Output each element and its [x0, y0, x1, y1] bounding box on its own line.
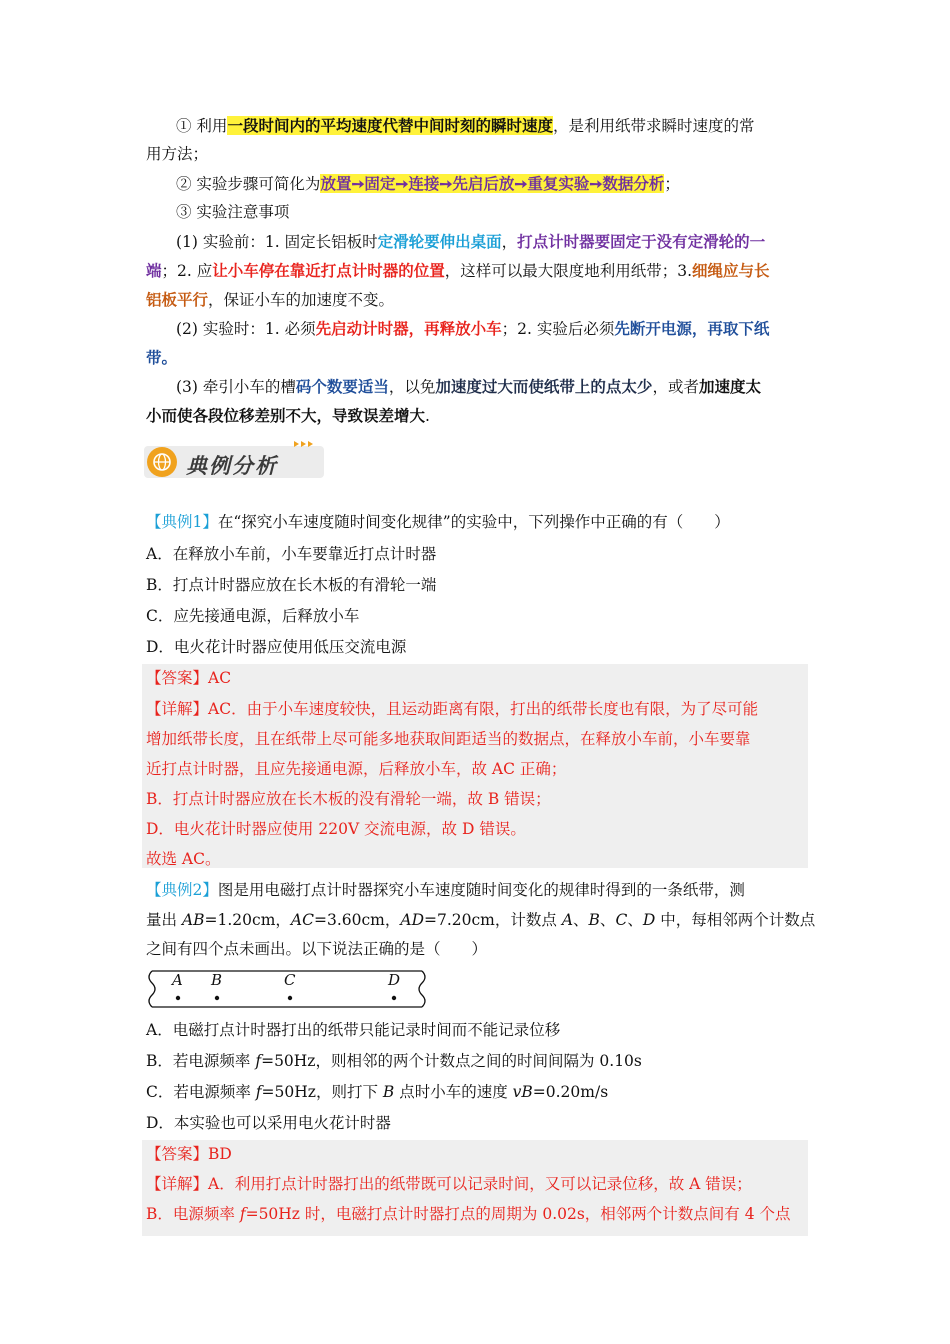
- text: ，这样可以最大限度地利用纸带；3.: [444, 262, 693, 280]
- answer-label: 【答案】: [146, 669, 209, 687]
- var: B: [588, 911, 600, 929]
- highlight-text: 一段时间内的平均速度代替中间时刻的瞬时速度: [227, 116, 553, 135]
- text: B．电源频率: [146, 1205, 240, 1223]
- detail-line-4: B．打点计时器应放在长木板的没有滑轮一端，故 B 错误；: [146, 790, 551, 808]
- banner-title: 典例分析: [186, 454, 278, 478]
- tape-dot: [288, 996, 292, 1000]
- option-c: [146, 1078, 806, 1107]
- detail-line-5: D．电火花计时器应使用 220V 交流电源，故 D 错误。: [146, 820, 526, 838]
- detail-line-3: 近打点计时器，且应先接通电源，后释放小车，故 AC 正确；: [146, 760, 567, 778]
- detail-line-1: [146, 1170, 806, 1199]
- emphasis: 带。: [146, 348, 178, 367]
- detail-line-1: [146, 695, 806, 724]
- var: AD: [400, 911, 424, 929]
- tape-label-c: C: [284, 971, 296, 989]
- text: =0.20m/s: [532, 1083, 609, 1101]
- note-line-8: [146, 343, 806, 373]
- highlight-text: 放置➙固定➙连接➙先启后放➙重复实验➙数据分析: [320, 174, 665, 193]
- text: (2) 实验时：1. 必须: [176, 320, 316, 338]
- emphasis: 细绳应与长: [692, 261, 770, 280]
- text: 中，每相邻两个计数点: [655, 911, 816, 929]
- tape-label-a: A: [172, 971, 183, 989]
- answer-value: BD: [208, 1145, 232, 1163]
- text: ；2. 实验后必须: [501, 320, 615, 338]
- emphasis: 加速度过大而使纸带上的点太少: [435, 377, 653, 396]
- paper-tape-figure: [146, 968, 432, 1010]
- emphasis: 铝板平行: [146, 290, 209, 309]
- detail-label: 【详解】: [146, 700, 209, 718]
- text: ① 利用: [176, 117, 228, 135]
- detail-line-6: 故选 AC。: [146, 850, 221, 868]
- text: ，或者: [652, 378, 699, 396]
- option-a: A．电磁打点计时器打出的纸带只能记录时间而不能记录位移: [146, 1021, 561, 1039]
- text: =7.20cm，计数点: [424, 911, 562, 929]
- option-d: D．本实验也可以采用电火花计时器: [146, 1114, 391, 1132]
- tape-label-d: D: [388, 971, 401, 989]
- text: ，是利用纸带求瞬时速度的常: [552, 117, 755, 135]
- text: ，: [501, 233, 518, 251]
- var: f: [255, 1083, 262, 1101]
- text: 图是用电磁打点计时器探究小车速度随时间变化的规律时得到的一条纸带，测: [217, 881, 745, 899]
- example-tag: 【典例2】: [146, 881, 218, 899]
- example-2-question-line-2: [146, 906, 816, 935]
- answer-line: [146, 664, 806, 693]
- var: AB: [181, 911, 205, 929]
- var: A: [561, 911, 574, 929]
- note-line-3: ③ 实验注意事项: [176, 203, 290, 221]
- option-a: A．在释放小车前，小车要靠近打点计时器: [146, 545, 437, 563]
- detail-line-2: [146, 1200, 806, 1229]
- tape-dot: [176, 996, 180, 1000]
- text: =50Hz 时，电磁打点计时器打点的周期为 0.02s，相邻两个计数点间有 4 个点: [245, 1205, 791, 1223]
- emphasis: 小而使各段位移差别不大，导致误差增大: [146, 406, 426, 425]
- var: C: [615, 911, 628, 929]
- detail-line-2: 增加纸带长度，且在纸带上尽可能多地获取间距适当的数据点，在释放小车前，小车要靠: [146, 730, 751, 748]
- option-b: B．打点计时器应放在长木板的有滑轮一端: [146, 576, 437, 594]
- emphasis: 先启动计时器，再释放小车: [315, 319, 502, 338]
- emphasis: 端: [146, 261, 162, 280]
- emphasis: 让小车停在靠近打点计时器的位置: [212, 261, 445, 280]
- emphasis: 加速度太: [698, 377, 761, 396]
- note-line-1: [176, 111, 836, 141]
- emphasis: 定滑轮要伸出桌面: [377, 232, 502, 251]
- text: C．若电源频率: [146, 1083, 256, 1101]
- example-2-question-line-3: 之间有四个点未画出。以下说法正确的是（ ）: [146, 940, 488, 958]
- tape-dot: [392, 996, 396, 1000]
- text: ；2. 应: [161, 262, 213, 280]
- tape-dot: [215, 996, 219, 1000]
- example-2-question: [146, 876, 806, 905]
- var: AC: [290, 911, 314, 929]
- text: =3.60cm，: [313, 911, 401, 929]
- text: ② 实验步骤可简化为: [176, 175, 321, 193]
- var: f: [255, 1052, 262, 1070]
- example-tag: 【典例1】: [146, 513, 218, 531]
- text: 量出: [146, 911, 182, 929]
- detail-label: 【详解】: [146, 1175, 209, 1193]
- text: ；: [664, 175, 680, 193]
- note-line-6: [146, 285, 806, 315]
- text: 用方法；: [146, 145, 209, 163]
- text: 、: [573, 911, 589, 929]
- note-line-4: [176, 227, 836, 257]
- text: (1) 实验前：1. 固定长铝板时: [176, 233, 378, 251]
- emphasis: 先断开电源，再取下纸: [614, 319, 770, 338]
- option-b: [146, 1047, 806, 1076]
- answer-line: [146, 1140, 806, 1169]
- text: =50Hz，则打下: [261, 1083, 383, 1101]
- text: A．利用打点计时器打出的纸带既可以记录时间，又可以记录位移，故 A 错误；: [208, 1175, 752, 1193]
- text: 、: [599, 911, 616, 929]
- note-line-10: [146, 401, 806, 431]
- emphasis: 打点计时器要固定于没有定滑轮的一: [517, 232, 766, 251]
- var: vB: [512, 1083, 533, 1101]
- tape-label-b: B: [211, 971, 223, 989]
- emphasis: 码个数要适当: [295, 377, 389, 396]
- text: ，以免: [388, 378, 436, 396]
- example-1-question: [146, 508, 806, 537]
- answer-label: 【答案】: [146, 1145, 209, 1163]
- note-line-7: [176, 314, 836, 344]
- text: .: [425, 407, 430, 425]
- var: B: [382, 1083, 395, 1101]
- text: 、: [627, 911, 643, 929]
- option-c: C．应先接通电源，后释放小车: [146, 607, 360, 625]
- text: ，保证小车的加速度不变。: [208, 291, 395, 309]
- note-line-5: [146, 256, 806, 286]
- text: 点时小车的速度: [394, 1083, 513, 1101]
- text: B．若电源频率: [146, 1052, 256, 1070]
- var: D: [642, 911, 656, 929]
- text: 在“探究小车速度随时间变化规律”的实验中，下列操作中正确的有（ ）: [217, 513, 730, 531]
- text: =50Hz，则相邻的两个计数点之间的时间间隔为 0.10s: [261, 1052, 642, 1070]
- note-line-9: [176, 372, 836, 402]
- text: AC．由于小车速度较快，且运动距离有限，打出的纸带长度也有限，为了尽可能: [208, 700, 759, 718]
- note-line-2: [176, 169, 836, 199]
- text: (3) 牵引小车的槽: [176, 378, 296, 396]
- var: f: [239, 1205, 246, 1223]
- section-banner: [144, 440, 324, 484]
- text: =1.20cm，: [204, 911, 291, 929]
- option-d: D．电火花计时器应使用低压交流电源: [146, 638, 407, 656]
- answer-value: AC: [208, 669, 232, 687]
- note-line-1-cont: [146, 140, 806, 169]
